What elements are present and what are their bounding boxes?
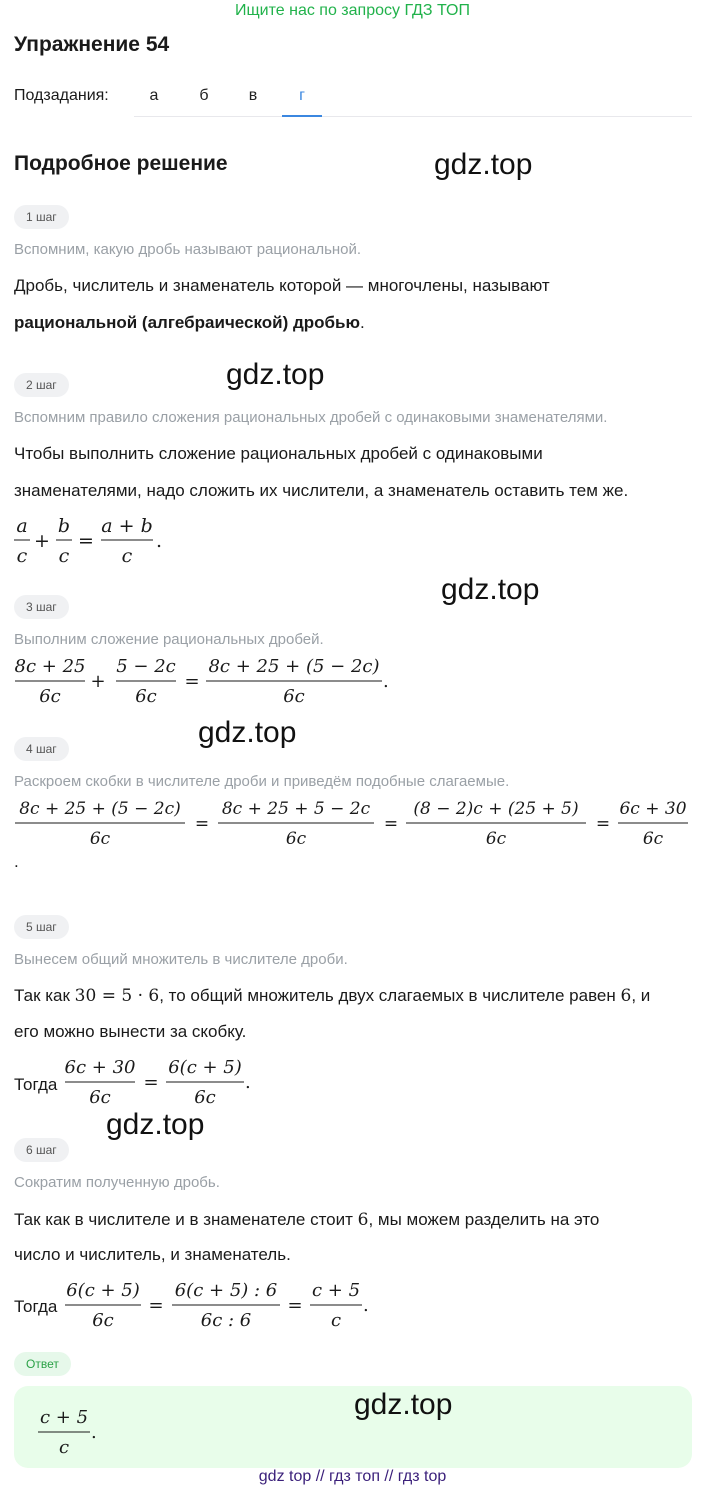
step-text [14,1210,599,1230]
denominator: 6c [283,686,305,707]
step-chip: 2 шаг [14,373,69,397]
denominator: c [58,545,70,567]
step-text [14,986,650,1006]
numerator: 6(c + 5) [66,1280,140,1301]
step-text: его можно вынести за скобку. [14,1022,247,1041]
numerator: a [16,515,28,537]
watermark: gdz.top [106,1108,205,1141]
formula-sum-rule [12,510,192,568]
subtasks-label: Подзадания: [14,87,109,104]
answer-formula [36,1403,116,1461]
numerator: c + 5 [39,1407,89,1428]
numerator: 6(c + 5) [168,1057,242,1078]
formula-step6 [62,1276,382,1334]
footer-links[interactable]: gdz top // гдз топ // гдз top [258,1468,447,1485]
inline-math: 30 = 5 · 6 [74,986,160,1006]
step-hint: Раскроем скобки в числителе дроби и приведём подобные слагаемые. [14,773,510,790]
solution-heading: Подробное решение [14,152,228,175]
denominator: 6c [642,829,664,849]
watermark: gdz.top [354,1388,453,1421]
svg-text:=: = [595,814,611,834]
denominator: 6c [89,1087,111,1108]
step-hint: Вынесем общий множитель в числителе дроби. [14,951,348,968]
text-part: Так как [14,986,75,1005]
svg-text:.: . [91,1422,97,1443]
tab-g[interactable]: г [282,82,322,117]
step-text: Чтобы выполнить сложение рациональных дробей с одинаковыми [14,444,543,463]
inline-math: 6 [357,1210,369,1230]
denominator: 6c [485,829,507,849]
step-chip: 1 шаг [14,205,69,229]
step-text: число и числитель, и знаменатель. [14,1245,291,1264]
svg-text:.: . [363,1295,369,1316]
text-part: , мы можем разделить на это [368,1210,600,1229]
numerator: (8 − 2)c + (25 + 5) [413,799,579,819]
svg-text:=: = [184,671,200,692]
numerator: 6(c + 5) : 6 [174,1280,278,1301]
formula-step5 [62,1053,262,1111]
formula-step4 [12,794,692,852]
inline-math: 6 [620,986,632,1006]
denominator: 6c [39,686,61,707]
svg-text:=: = [78,530,94,552]
denominator: c [58,1437,70,1458]
step-chip: 4 шаг [14,737,69,761]
denominator: 6c [89,829,111,849]
tab-b[interactable]: б [199,87,209,104]
svg-text:=: = [383,814,399,834]
watermark: gdz.top [198,716,297,749]
step-hint: Вспомним правило сложения рациональных дробей с одинаковыми знаменателями. [14,409,608,426]
denominator: 6c : 6 [200,1310,252,1331]
numerator: 6c + 30 [64,1057,136,1078]
svg-text:+: + [90,671,106,692]
promo-banner[interactable]: Ищите нас по запросу ГДЗ ТОП [235,2,470,19]
numerator: a + b [101,515,153,537]
numerator: 8c + 25 + 5 − 2c [221,799,371,819]
numerator: 8c + 25 [14,656,86,677]
then-label: Тогда [14,1297,58,1316]
svg-text:=: = [287,1295,303,1316]
denominator: c [330,1310,342,1331]
numerator: 6c + 30 [619,799,687,819]
svg-text:+: + [34,530,50,552]
denominator: 6c [194,1087,216,1108]
step-hint: Сократим полученную дробь. [14,1174,220,1191]
step-text-definition [14,313,365,333]
watermark: gdz.top [226,358,325,391]
svg-text:.: . [245,1072,251,1093]
numerator: 8c + 25 + (5 − 2c) [19,799,181,819]
numerator: b [57,515,71,537]
numerator: 8c + 25 + (5 − 2c) [208,656,380,677]
step-hint: Вспомним, какую дробь называют рациональной. [14,241,362,258]
svg-text:=: = [194,814,210,834]
denominator: 6c [92,1310,114,1331]
denominator: c [16,545,28,567]
formula-step3 [12,652,412,710]
numerator: c + 5 [311,1280,361,1301]
bold-term: рациональной (алгебраической) дробью [14,313,361,332]
denominator: 6c [135,686,157,707]
svg-text:=: = [148,1295,164,1316]
svg-text:=: = [143,1072,159,1093]
step-hint: Выполним сложение рациональных дробей. [14,631,324,648]
page-title: Упражнение 54 [14,33,170,56]
watermark: gdz.top [441,573,540,606]
tab-v[interactable]: в [248,87,258,104]
svg-text:.: . [383,671,389,692]
punctuation: . [360,313,365,332]
text-part: , и [631,986,651,1005]
numerator: 5 − 2c [116,656,176,677]
subtasks-tabs [134,82,692,117]
text-part: Так как в числителе и в знаменателе стоит [14,1210,358,1229]
step-chip: 3 шаг [14,595,69,619]
punctuation: . [14,852,19,871]
text-part: , то общий множитель двух слагаемых в числителе равен [159,986,621,1005]
answer-chip: Ответ [14,1352,71,1376]
denominator: 6c [285,829,307,849]
svg-text:.: . [156,530,163,552]
then-label: Тогда [14,1075,58,1094]
watermark: gdz.top [434,148,533,181]
step-chip: 6 шаг [14,1138,69,1162]
step-chip: 5 шаг [14,915,69,939]
denominator: c [121,545,133,567]
step-text: знаменателями, надо сложить их числители, а знаменатель оставить тем же. [14,481,629,500]
tab-a[interactable]: а [149,87,159,104]
step-text: Дробь, числитель и знаменатель которой — многочлены, называют [14,276,550,295]
